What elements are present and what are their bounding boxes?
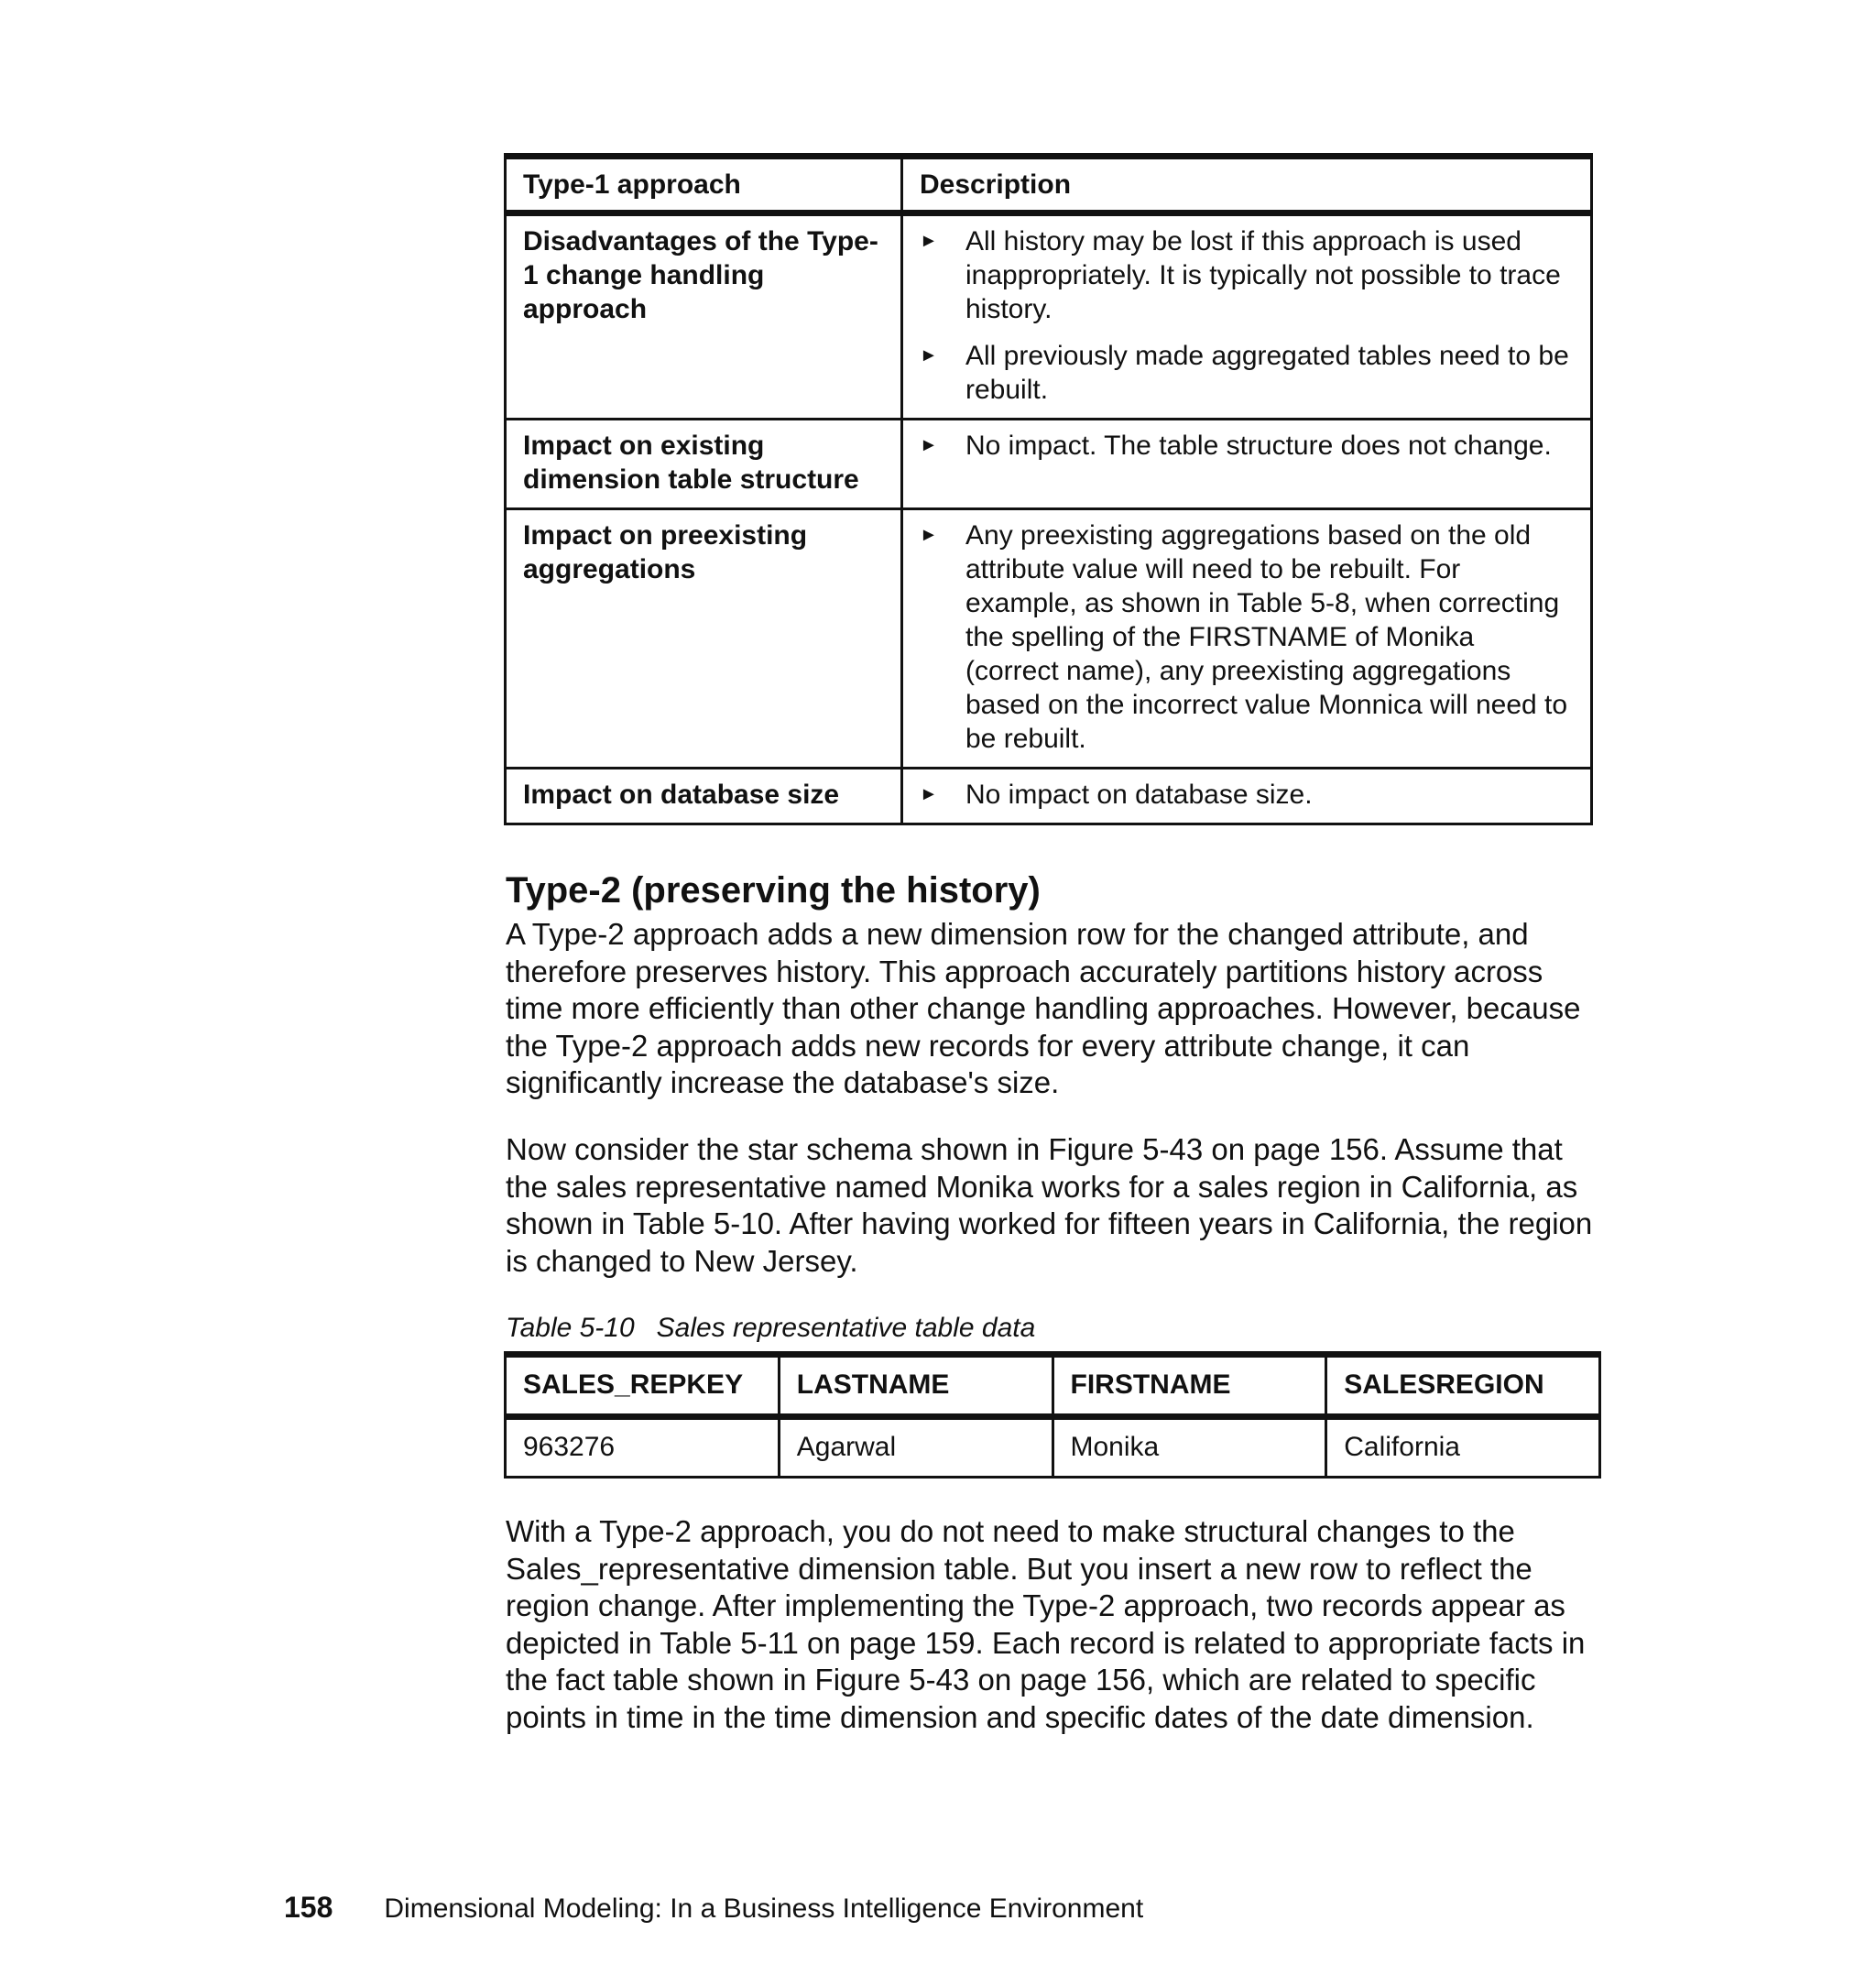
- table-row: [506, 1417, 1600, 1478]
- table-row: [506, 213, 1592, 420]
- column-header-type1-approach: Type-1 approach: [506, 157, 902, 213]
- list-item-text: No impact on database size.: [965, 780, 1313, 810]
- row-description: [902, 213, 1592, 420]
- bullet-arrow-icon: ►: [920, 784, 938, 804]
- type1-approach-table: [504, 153, 1593, 825]
- body-paragraph-1: A Type-2 approach adds a new dimension row for the changed attribute, and therefore preserves history. This approach accurately partitions history across time more efficiently than other change handling approaches. However, because the Type-2 approach adds new records for every attribute change, it can significantly increase the database's size.: [506, 917, 1581, 1099]
- row-label: Impact on existing dimension table structure: [506, 420, 902, 509]
- body-paragraph-3: With a Type-2 approach, you do not need to make structural changes to the Sales_representative dimension table. But you insert a new row to reflect the region change. After implementing the Type-2 approach, two records appear as depicted in Table 5-11 on page 159. Each record is related to appropriate facts in the fact table shown in Figure 5-43 on page 156, which are related to specific points in time in the time dimension and specific dates of the date dimension.: [506, 1514, 1586, 1734]
- column-header-firstname: FIRSTNAME: [1053, 1355, 1326, 1417]
- bullet-list: [920, 429, 1574, 463]
- column-header-sales-repkey: SALES_REPKEY: [506, 1355, 780, 1417]
- table-header-row: [506, 157, 1592, 213]
- list-item: [920, 518, 1574, 756]
- table-row: [506, 420, 1592, 509]
- list-item-text: All previously made aggregated tables need to be rebuilt.: [965, 341, 1569, 405]
- column-header-description: Description: [902, 157, 1592, 213]
- list-item: [920, 339, 1574, 407]
- cell-firstname: Monika: [1053, 1417, 1326, 1478]
- bullet-list: [920, 518, 1574, 756]
- bullet-arrow-icon: ►: [920, 345, 938, 366]
- row-label: Disadvantages of the Type-1 change handling approach: [506, 213, 902, 420]
- table-caption: [506, 1312, 1035, 1345]
- table-row: [506, 509, 1592, 769]
- list-item-text: Any preexisting aggregations based on the old attribute value will need to be rebuilt. For example, as shown in Table 5-8, when correcting the spelling of the FIRSTNAME of Monika (correct name), any preexisting aggregations based on the incorrect value Monnica will need to be rebuilt.: [965, 520, 1568, 754]
- book-title: Dimensional Modeling: In a Business Intelligence Environment: [384, 1893, 1144, 1924]
- bullet-list: [920, 778, 1574, 812]
- section-heading: Type-2 (preserving the history): [506, 870, 1041, 911]
- bullet-arrow-icon: ►: [920, 435, 938, 455]
- table-caption-title: Sales representative table data: [656, 1313, 1036, 1343]
- list-item-text: No impact. The table structure does not change.: [965, 431, 1552, 461]
- table-header-row: [506, 1355, 1600, 1417]
- body-paragraph-2: Now consider the star schema shown in Figure 5-43 on page 156. Assume that the sales representative named Monika works for a sales region in California, as shown in Table 5-10. After having worked for fifteen years in California, the region is changed to New Jersey.: [506, 1132, 1593, 1278]
- bullet-arrow-icon: ►: [920, 231, 938, 251]
- page-number: 158: [284, 1891, 333, 1924]
- row-label: Impact on preexisting aggregations: [506, 509, 902, 769]
- sales-representative-table: [504, 1351, 1601, 1479]
- cell-lastname: Agarwal: [779, 1417, 1053, 1478]
- row-description: [902, 420, 1592, 509]
- list-item-text: All history may be lost if this approach is used inappropriately. It is typically not possible to trace history.: [965, 226, 1561, 324]
- cell-salesregion: California: [1326, 1417, 1600, 1478]
- column-header-lastname: LASTNAME: [779, 1355, 1053, 1417]
- bullet-arrow-icon: ►: [920, 525, 938, 545]
- cell-sales-repkey: 963276: [506, 1417, 780, 1478]
- row-description: [902, 509, 1592, 769]
- bullet-list: [920, 224, 1574, 407]
- page-footer: [284, 1891, 1143, 1926]
- list-item: [920, 778, 1574, 812]
- table-row: [506, 769, 1592, 824]
- table-caption-label: Table 5-10: [506, 1313, 635, 1343]
- list-item: [920, 429, 1574, 463]
- row-label: Impact on database size: [506, 769, 902, 824]
- list-item: [920, 224, 1574, 326]
- row-description: [902, 769, 1592, 824]
- column-header-salesregion: SALESREGION: [1326, 1355, 1600, 1417]
